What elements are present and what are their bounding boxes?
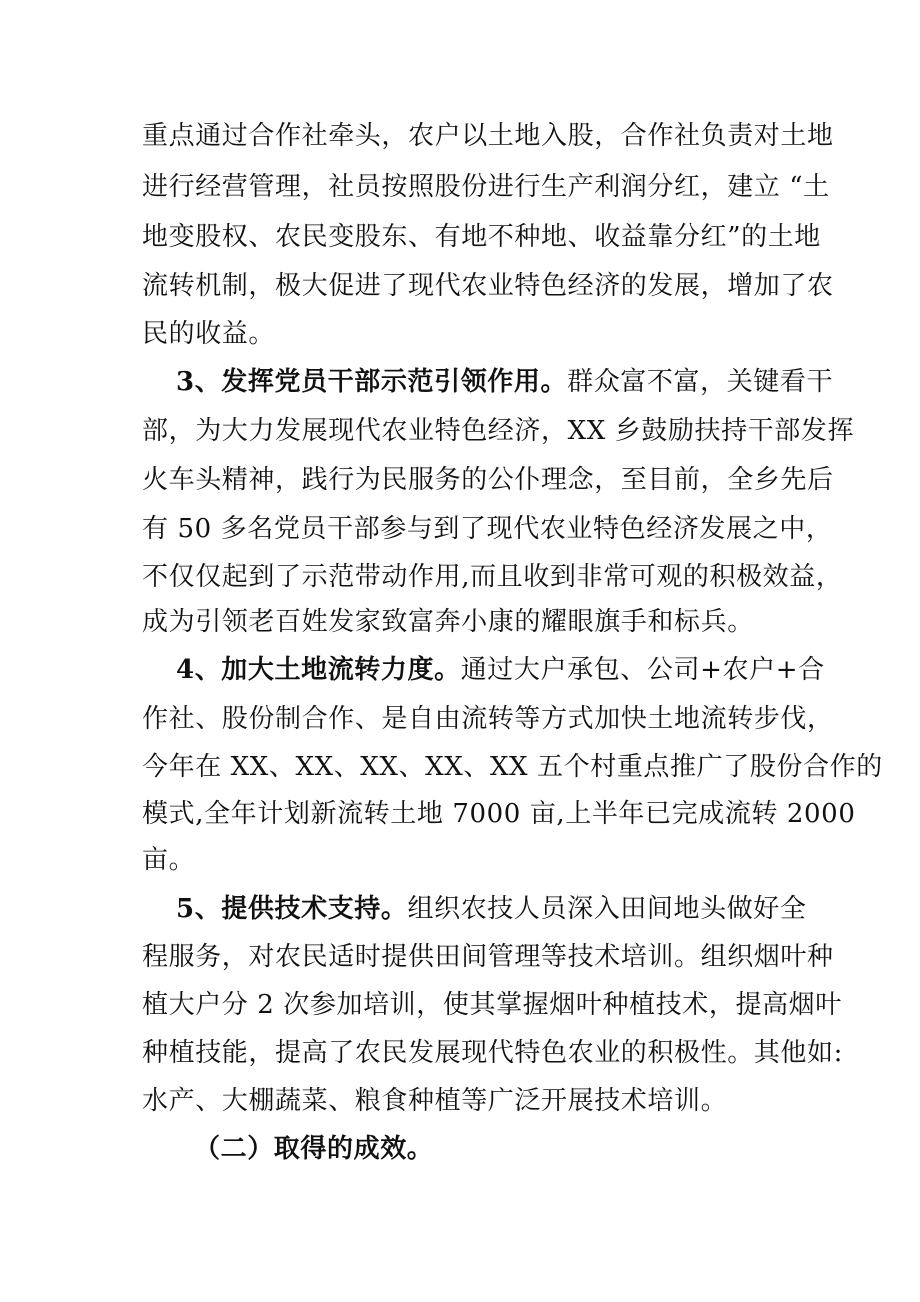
paragraph-first-line [176,366,834,398]
paragraph-line: 火车头精神，践行为民服务的公仆理念，至目前，全乡先后 [142,465,834,495]
paragraph-title: 4、加大土地流转力度。 [176,655,461,685]
paragraph-line: 地变股权、农民变股东、有地不种地、收益靠分红”的土地 [142,222,821,252]
paragraph-line: 成为引领老百姓发家致富奔小康的耀眼旗手和标兵。 [142,607,754,637]
paragraph-line: 不仅仅起到了示范带动作用,而且收到非常可观的积极效益， [142,562,843,592]
paragraph-line: 流转机制，极大促进了现代农业特色经济的发展，增加了农 [142,271,834,301]
paragraph-text: 群众富不富，关键看干 [567,367,834,397]
paragraph-line: 进行经营管理，社员按照股份进行生产利润分红，建立 “土 [142,172,830,202]
paragraph-text: 通过大户承包、公司+农户+合 [460,655,825,685]
paragraph-line: 植大户分 2 次参加培训，使其掌握烟叶种植技术，提高烟叶 [142,990,842,1020]
paragraph-line: 民的收益。 [142,319,276,349]
paragraph-line: 今年在 XX、XX、XX、XX、XX 五个村重点推广了股份合作的 [142,752,883,782]
paragraph-line: 程服务，对农民适时提供田间管理等技术培训。组织烟叶种 [142,942,834,972]
paragraph-line: 种植技能，提高了农民发展现代特色农业的积极性。其他如: [142,1038,843,1068]
paragraph-line: 水产、大棚蔬菜、粮食种植等广泛开展技术培训。 [142,1086,728,1116]
paragraph-title: 5、提供技术支持。 [176,894,408,924]
paragraph-title: 3、发挥党员干部示范引领作用。 [176,367,568,397]
paragraph-first-line [176,654,825,686]
paragraph-line: 模式,全年计划新流转土地 7000 亩,上半年已完成流转 2000 [142,799,856,829]
paragraph-line: 部，为大力发展现代农业特色经济，XX 乡鼓励扶持干部发挥 [142,416,855,446]
paragraph-line: 重点通过合作社牵头，农户以土地入股，合作社负责对土地 [142,121,834,151]
paragraph-first-line [176,893,807,925]
paragraph-line: 作社、股份制合作、是自由流转等方式加快土地流转步伐， [142,704,834,734]
section-heading: （二）取得的成效。 [194,1134,434,1164]
paragraph-line: 亩。 [142,845,196,875]
paragraph-line: 有 50 多名党员干部参与到了现代农业特色经济发展之中， [142,514,833,544]
paragraph-text: 组织农技人员深入田间地头做好全 [407,894,807,924]
